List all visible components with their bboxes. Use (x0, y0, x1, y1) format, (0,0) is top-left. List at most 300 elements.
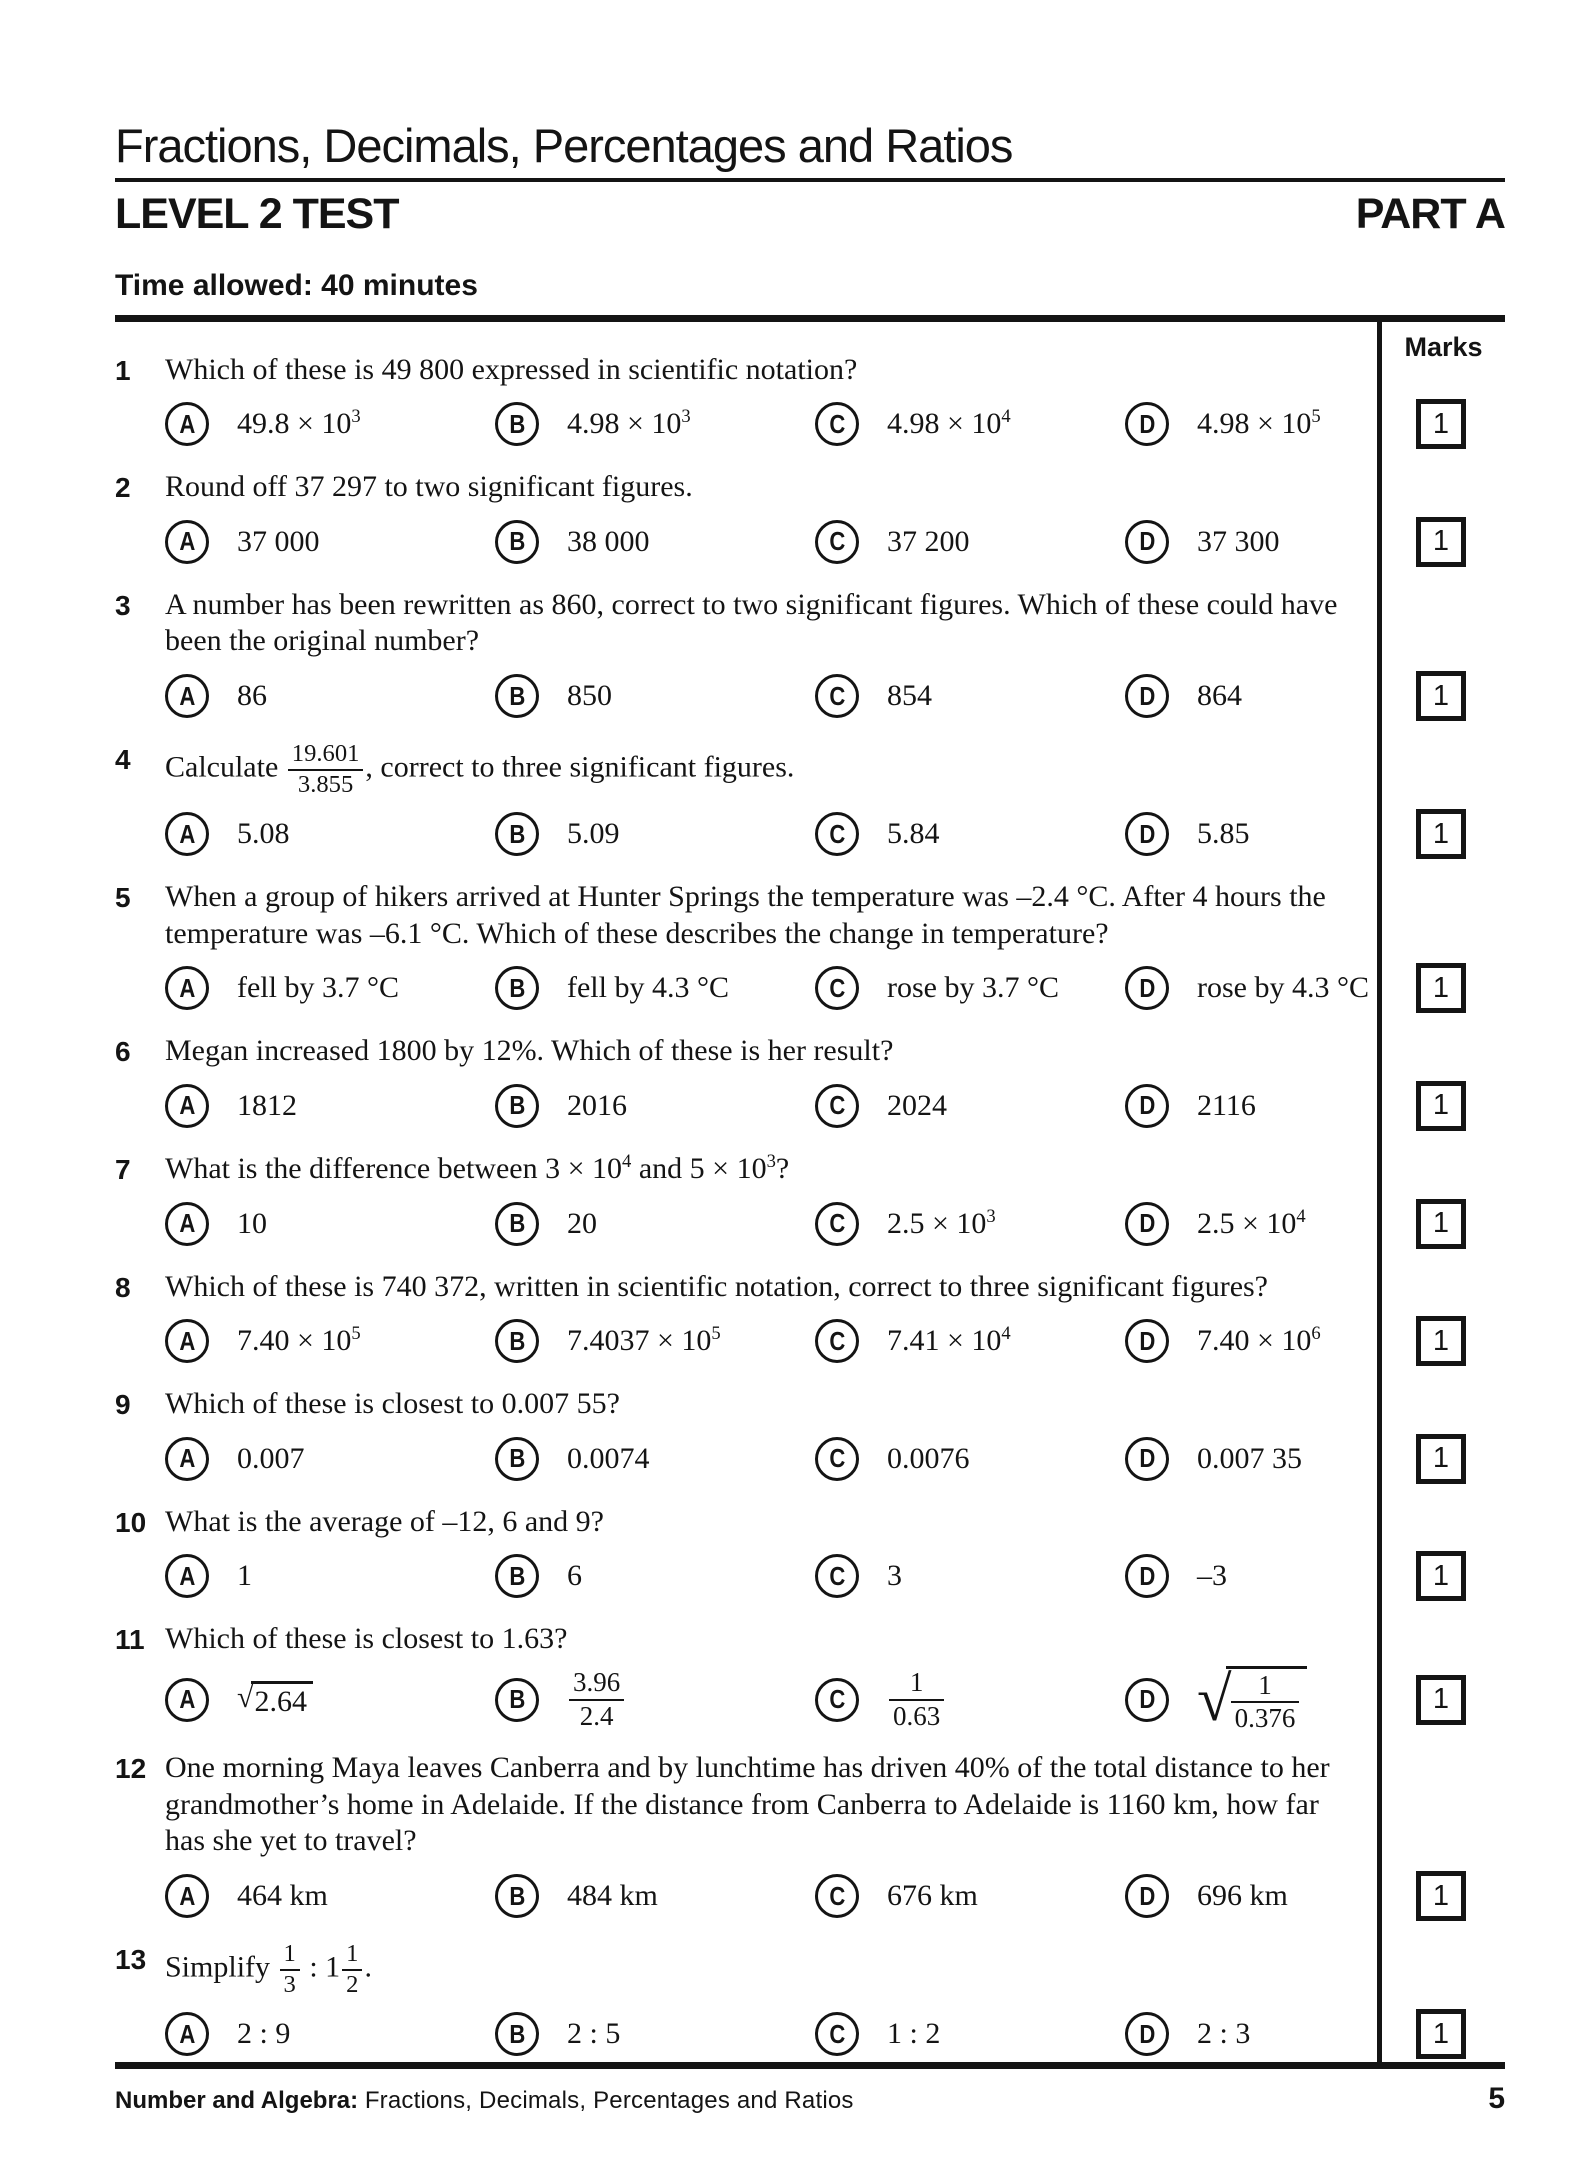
answer-option (1125, 1319, 1377, 1363)
answer-option (495, 1319, 815, 1363)
answer-option (165, 812, 495, 856)
option-letter-circle (815, 520, 859, 564)
option-letter: B (509, 1880, 525, 1911)
question-text: Calculate $\frac{19.601}{3.855}$ , correct to three significant figures. (165, 740, 795, 798)
question-options-row (115, 1431, 1505, 1487)
option-letter-circle (495, 1084, 539, 1128)
option-value: 5.09 (567, 817, 620, 851)
mark-cell (1377, 1199, 1505, 1249)
answer-option (815, 402, 1125, 446)
option-letter: D (1139, 2018, 1155, 2049)
question-text: When a group of hikers arrived at Hunter Springs the temperature was –2.4 °C. After 4 hours the temperature was –6.1 °C. Which of these describes the change in temperature? (165, 880, 1326, 950)
question-text-row (115, 1033, 1505, 1070)
option-letter-circle (495, 1319, 539, 1363)
option-letter: A (179, 1325, 195, 1356)
option-letter: B (509, 818, 525, 849)
mark-cell (1377, 517, 1505, 567)
option-value: rose by 4.3 °C (1197, 971, 1369, 1005)
option-letter: D (1139, 1684, 1155, 1715)
option-value: $2.5 \times 10^3$ (887, 1205, 996, 1240)
question-text-row (115, 352, 1505, 389)
option-value: 6 (567, 1559, 582, 1593)
option-value: rose by 3.7 °C (887, 971, 1059, 1005)
mark-box: 1 (1416, 1551, 1466, 1601)
option-letter: B (509, 526, 525, 557)
question-text: One morning Maya leaves Canberra and by lunchtime has driven 40% of the total distance to her grandmother’s home in Adelaide. If the distance from Canberra to Adelaide is 1160 km, how far has she yet to travel? (165, 1751, 1330, 1858)
option-letter-circle (165, 520, 209, 564)
option-value: 854 (887, 679, 932, 713)
question (115, 452, 1505, 570)
option-value: $7.4037 \times 10^5$ (567, 1323, 721, 1358)
answer-option (1125, 1874, 1377, 1918)
option-value: 2016 (567, 1088, 627, 1122)
option-value: $4.98 \times 10^3$ (567, 406, 691, 441)
option-value: $2.5 \times 10^4$ (1197, 1205, 1306, 1240)
option-letter: A (179, 1880, 195, 1911)
subtitle-row (115, 190, 1505, 239)
question-text: What is the difference between $3 \times 10^4$ and $5 \times 10^3$? (165, 1150, 790, 1185)
option-letter-circle (815, 1202, 859, 1246)
answer-option (495, 1668, 815, 1730)
mark-box: 1 (1416, 671, 1466, 721)
option-letter: C (829, 1325, 845, 1356)
option-letter: A (179, 526, 195, 557)
option-letter-circle (495, 674, 539, 718)
option-letter: C (829, 408, 845, 439)
option-value: 2116 (1197, 1088, 1256, 1122)
question-number: 9 (115, 1389, 131, 1421)
answer-option (1125, 1202, 1377, 1246)
question (115, 570, 1505, 724)
mark-box: 1 (1416, 1081, 1466, 1131)
footer-strand: Number and Algebra: (115, 2087, 359, 2114)
option-value: $4.98 \times 10^4$ (887, 406, 1011, 441)
question-number: 2 (115, 472, 131, 504)
option-value: 5.08 (237, 817, 290, 851)
option-value: $7.41 \times 10^4$ (887, 1323, 1011, 1358)
option-letter: C (829, 1560, 845, 1591)
question-text-row (115, 1621, 1505, 1658)
answer-option (815, 1668, 1125, 1730)
option-letter-circle (1125, 1874, 1169, 1918)
option-letter: B (509, 1325, 525, 1356)
option-letter-circle (815, 1319, 859, 1363)
option-value: 2 : 3 (1197, 2017, 1251, 2051)
option-value: 0.007 35 (1197, 1441, 1302, 1475)
option-value: 3 (887, 1559, 902, 1593)
option-letter: A (179, 1208, 195, 1239)
option-letter: B (509, 2018, 525, 2049)
answer-option (1125, 1666, 1377, 1733)
answer-option (815, 2012, 1125, 2056)
option-letter: A (179, 1443, 195, 1474)
options-grid (165, 1554, 1377, 1598)
option-letter: D (1139, 1208, 1155, 1239)
option-value: 676 km (887, 1879, 978, 1912)
option-letter: B (509, 1560, 525, 1591)
answer-option (815, 1319, 1125, 1363)
question-number: 10 (115, 1506, 147, 1538)
answer-option (815, 812, 1125, 856)
option-value: 0.007 (237, 1441, 305, 1475)
answer-option (815, 520, 1125, 564)
options-grid (165, 966, 1377, 1010)
question-options-row (115, 806, 1505, 862)
question-options-row (115, 1666, 1505, 1733)
question (115, 322, 1505, 453)
option-value: 86 (237, 679, 267, 713)
question-options-row (115, 668, 1505, 724)
time-allowed: Time allowed: 40 minutes (115, 268, 478, 302)
question-number: 6 (115, 1036, 131, 1068)
options-grid (165, 1202, 1377, 1246)
option-letter: D (1139, 1560, 1155, 1591)
options-grid (165, 520, 1377, 564)
option-letter: B (509, 972, 525, 1003)
option-letter-circle (1125, 2012, 1169, 2056)
option-value: 864 (1197, 679, 1242, 713)
option-letter: A (179, 1090, 195, 1121)
marks-column-divider (1377, 322, 1382, 2062)
question-number: 3 (115, 589, 131, 621)
answer-option (165, 520, 495, 564)
option-letter: C (829, 1208, 845, 1239)
mark-cell (1377, 1081, 1505, 1131)
option-letter-circle (815, 1874, 859, 1918)
page-number: 5 (1488, 2082, 1505, 2115)
option-letter-circle (495, 812, 539, 856)
option-letter-circle (1125, 1084, 1169, 1128)
option-value: 10 (237, 1206, 267, 1240)
options-grid (165, 674, 1377, 718)
question-text: Which of these is closest to 1.63? (165, 1622, 568, 1656)
question (115, 862, 1505, 1016)
options-grid (165, 402, 1377, 446)
option-value: $\frac{3.96}{2.4}$ (567, 1668, 626, 1730)
option-letter: D (1139, 1090, 1155, 1121)
option-letter: B (509, 408, 525, 439)
mark-box: 1 (1416, 1871, 1466, 1921)
option-letter-circle (495, 1554, 539, 1598)
option-value: 1 : 2 (887, 2017, 941, 2051)
answer-option (165, 1678, 495, 1722)
option-letter-circle (815, 1084, 859, 1128)
option-letter: B (509, 1443, 525, 1474)
option-value: 5.85 (1197, 817, 1250, 851)
option-value: 5.84 (887, 817, 940, 851)
mark-box: 1 (1416, 517, 1466, 567)
answer-option (495, 1437, 815, 1481)
answer-option (165, 1319, 495, 1363)
mark-cell (1377, 399, 1505, 449)
option-value: 1812 (237, 1088, 297, 1122)
answer-option (1125, 520, 1377, 564)
answer-option (165, 1084, 495, 1128)
question-number: 13 (115, 1944, 147, 1975)
mark-cell (1377, 1871, 1505, 1921)
answer-option (1125, 1437, 1377, 1481)
answer-option (495, 1874, 815, 1918)
option-value: √ $\frac{1}{0.376}$ (1197, 1666, 1307, 1733)
question-number: 5 (115, 882, 131, 914)
question-text: Which of these is 740 372, written in scientific notation, correct to three significant figures? (165, 1269, 1268, 1303)
option-letter: A (179, 2018, 195, 2049)
question-text-row (115, 1504, 1505, 1541)
options-grid (165, 1874, 1377, 1918)
question-options-row (115, 960, 1505, 1016)
option-value: 0.0076 (887, 1441, 970, 1475)
option-value: 850 (567, 679, 612, 713)
question (115, 1369, 1505, 1487)
option-letter-circle (165, 674, 209, 718)
mark-cell (1377, 809, 1505, 859)
question-number: 12 (115, 1753, 147, 1785)
option-value: $7.40 \times 10^6$ (1197, 1323, 1321, 1358)
option-value: fell by 4.3 °C (567, 971, 729, 1005)
option-letter-circle (495, 2012, 539, 2056)
option-letter-circle (495, 1202, 539, 1246)
question-options-row (115, 1078, 1505, 1134)
mark-box: 1 (1416, 1675, 1466, 1725)
option-letter: B (509, 680, 525, 711)
answer-option (815, 1437, 1125, 1481)
option-letter: D (1139, 818, 1155, 849)
option-letter-circle (1125, 674, 1169, 718)
mark-cell (1377, 963, 1505, 1013)
option-letter: A (179, 408, 195, 439)
option-letter-circle (165, 1554, 209, 1598)
mark-cell (1377, 1434, 1505, 1484)
option-letter: C (829, 1880, 845, 1911)
option-letter-circle (165, 1084, 209, 1128)
option-letter-circle (165, 402, 209, 446)
page-title: Fractions, Decimals, Percentages and Ratios (115, 120, 1505, 182)
option-letter-circle (815, 966, 859, 1010)
option-value: 37 200 (887, 524, 970, 558)
question (115, 1733, 1505, 1924)
question-text: Which of these is closest to 0.007 55? (165, 1387, 620, 1421)
option-letter-circle (815, 1437, 859, 1481)
question-text: Round off 37 297 to two significant figures. (165, 470, 693, 504)
option-value: 0.0074 (567, 1441, 650, 1475)
option-letter-circle (815, 674, 859, 718)
answer-option (815, 1554, 1125, 1598)
options-grid (165, 1319, 1377, 1363)
options-grid (165, 1666, 1377, 1733)
option-letter-circle (165, 1678, 209, 1722)
question-number: 7 (115, 1153, 131, 1185)
mark-box: 1 (1416, 809, 1466, 859)
question-text: Simplify $\frac{1}{3}$ : 1 $\frac{1}{2}$ . (165, 1940, 372, 1998)
mark-box: 1 (1416, 1434, 1466, 1484)
mark-cell (1377, 671, 1505, 721)
question-text-row (115, 741, 1505, 798)
question-options-row (115, 2006, 1505, 2062)
answer-option (495, 1084, 815, 1128)
mark-box: 1 (1416, 2009, 1466, 2059)
option-letter-circle (1125, 1554, 1169, 1598)
question-text-row (115, 1386, 1505, 1423)
option-letter-circle (815, 812, 859, 856)
answer-option (1125, 966, 1377, 1010)
question-number: 1 (115, 354, 131, 386)
option-letter-circle (495, 1678, 539, 1722)
option-value: 20 (567, 1206, 597, 1240)
option-value: √2.64 (237, 1681, 313, 1719)
option-letter-circle (815, 1678, 859, 1722)
option-value: 484 km (567, 1879, 658, 1912)
option-letter: D (1139, 972, 1155, 1003)
question (115, 1487, 1505, 1605)
question-options-row (115, 1313, 1505, 1369)
question-text-row (115, 1750, 1505, 1860)
answer-option (815, 1084, 1125, 1128)
answer-option (495, 402, 815, 446)
answer-option (165, 1554, 495, 1598)
question-options-row (115, 514, 1505, 570)
mark-cell (1377, 1675, 1505, 1725)
option-letter: A (179, 818, 195, 849)
option-letter: C (829, 680, 845, 711)
question (115, 1016, 1505, 1134)
option-value: fell by 3.7 °C (237, 971, 399, 1005)
option-letter-circle (495, 520, 539, 564)
question (115, 1252, 1505, 1370)
option-letter-circle (1125, 1202, 1169, 1246)
option-letter-circle (1125, 1437, 1169, 1481)
options-grid (165, 1437, 1377, 1481)
answer-option (495, 966, 815, 1010)
option-letter: C (829, 2018, 845, 2049)
option-letter-circle (815, 402, 859, 446)
answer-option (165, 674, 495, 718)
answer-option (1125, 1554, 1377, 1598)
option-value: 37 000 (237, 524, 320, 558)
option-letter: D (1139, 1443, 1155, 1474)
answer-option (1125, 1084, 1377, 1128)
question-options-row (115, 1868, 1505, 1924)
option-letter: B (509, 1090, 525, 1121)
option-value: $4.98 \times 10^5$ (1197, 406, 1321, 441)
option-letter-circle (165, 1437, 209, 1481)
mark-cell (1377, 2009, 1505, 2059)
option-letter: C (829, 1090, 845, 1121)
question-text-row (115, 1151, 1505, 1188)
option-letter-circle (165, 1874, 209, 1918)
mark-box: 1 (1416, 1316, 1466, 1366)
test-body (115, 315, 1505, 2069)
mark-cell (1377, 1551, 1505, 1601)
answer-option (165, 1437, 495, 1481)
question (115, 724, 1505, 862)
question-text-row (115, 1269, 1505, 1306)
options-grid (165, 812, 1377, 856)
answer-option (495, 520, 815, 564)
option-letter: A (179, 1684, 195, 1715)
question (115, 1604, 1505, 1733)
option-letter: C (829, 818, 845, 849)
question-options-row (115, 1196, 1505, 1252)
question-number: 11 (115, 1624, 145, 1656)
option-letter: B (509, 1684, 525, 1715)
answer-option (165, 402, 495, 446)
question-text: Which of these is 49 800 expressed in scientific notation? (165, 352, 858, 386)
question (115, 1134, 1505, 1252)
option-letter: C (829, 972, 845, 1003)
options-grid (165, 2012, 1377, 2056)
option-letter-circle (165, 812, 209, 856)
question-text-row (115, 1941, 1505, 1998)
question-options-row (115, 396, 1505, 452)
option-letter: D (1139, 526, 1155, 557)
question-options-row (115, 1548, 1505, 1604)
option-value: $\frac{1}{0.63}$ (887, 1668, 946, 1730)
option-value: 2 : 9 (237, 2017, 291, 2051)
answer-option (495, 1202, 815, 1246)
option-letter: A (179, 1560, 195, 1591)
part-title: PART A (1355, 189, 1505, 238)
option-letter: C (829, 1443, 845, 1474)
answer-option (495, 812, 815, 856)
option-letter-circle (1125, 1678, 1169, 1722)
mark-box: 1 (1416, 963, 1466, 1013)
answer-option (495, 1554, 815, 1598)
question-text: Megan increased 1800 by 12%. Which of these is her result? (165, 1034, 894, 1068)
option-value: $7.40 \times 10^5$ (237, 1323, 361, 1358)
option-value: 1 (237, 1559, 252, 1593)
option-value: 38 000 (567, 524, 650, 558)
answer-option (165, 1202, 495, 1246)
option-letter: D (1139, 408, 1155, 439)
level-title: LEVEL 2 TEST (115, 189, 399, 238)
mark-cell (1377, 1316, 1505, 1366)
option-letter: A (179, 680, 195, 711)
footer-strand-topic (115, 2087, 854, 2115)
question-text-row (115, 469, 1505, 506)
option-letter-circle (495, 402, 539, 446)
answer-option (165, 2012, 495, 2056)
question (115, 1924, 1505, 2062)
option-value: 2 : 5 (567, 2017, 621, 2051)
answer-option (165, 1874, 495, 1918)
answer-option (815, 1874, 1125, 1918)
option-letter: D (1139, 1880, 1155, 1911)
option-letter-circle (1125, 402, 1169, 446)
option-letter-circle (495, 1874, 539, 1918)
option-letter: B (509, 1208, 525, 1239)
question-text-row (115, 587, 1505, 660)
option-value: –3 (1197, 1559, 1227, 1593)
option-letter-circle (495, 966, 539, 1010)
option-letter-circle (815, 2012, 859, 2056)
question-number: 4 (115, 744, 131, 776)
option-letter-circle (165, 1319, 209, 1363)
answer-option (815, 1202, 1125, 1246)
question-text: A number has been rewritten as 860, correct to two significant figures. Which of these could have been the original number? (165, 587, 1338, 658)
mark-box: 1 (1416, 399, 1466, 449)
option-letter-circle (165, 2012, 209, 2056)
option-letter-circle (1125, 1319, 1169, 1363)
question-text: What is the average of –12, 6 and 9? (165, 1504, 604, 1538)
option-value: 696 km (1197, 1879, 1288, 1912)
question-number: 8 (115, 1271, 131, 1303)
answer-option (1125, 674, 1377, 718)
option-value: 464 km (237, 1879, 328, 1912)
option-value: 2024 (887, 1088, 947, 1122)
option-letter: D (1139, 680, 1155, 711)
option-value: 37 300 (1197, 524, 1280, 558)
option-letter: A (179, 972, 195, 1003)
